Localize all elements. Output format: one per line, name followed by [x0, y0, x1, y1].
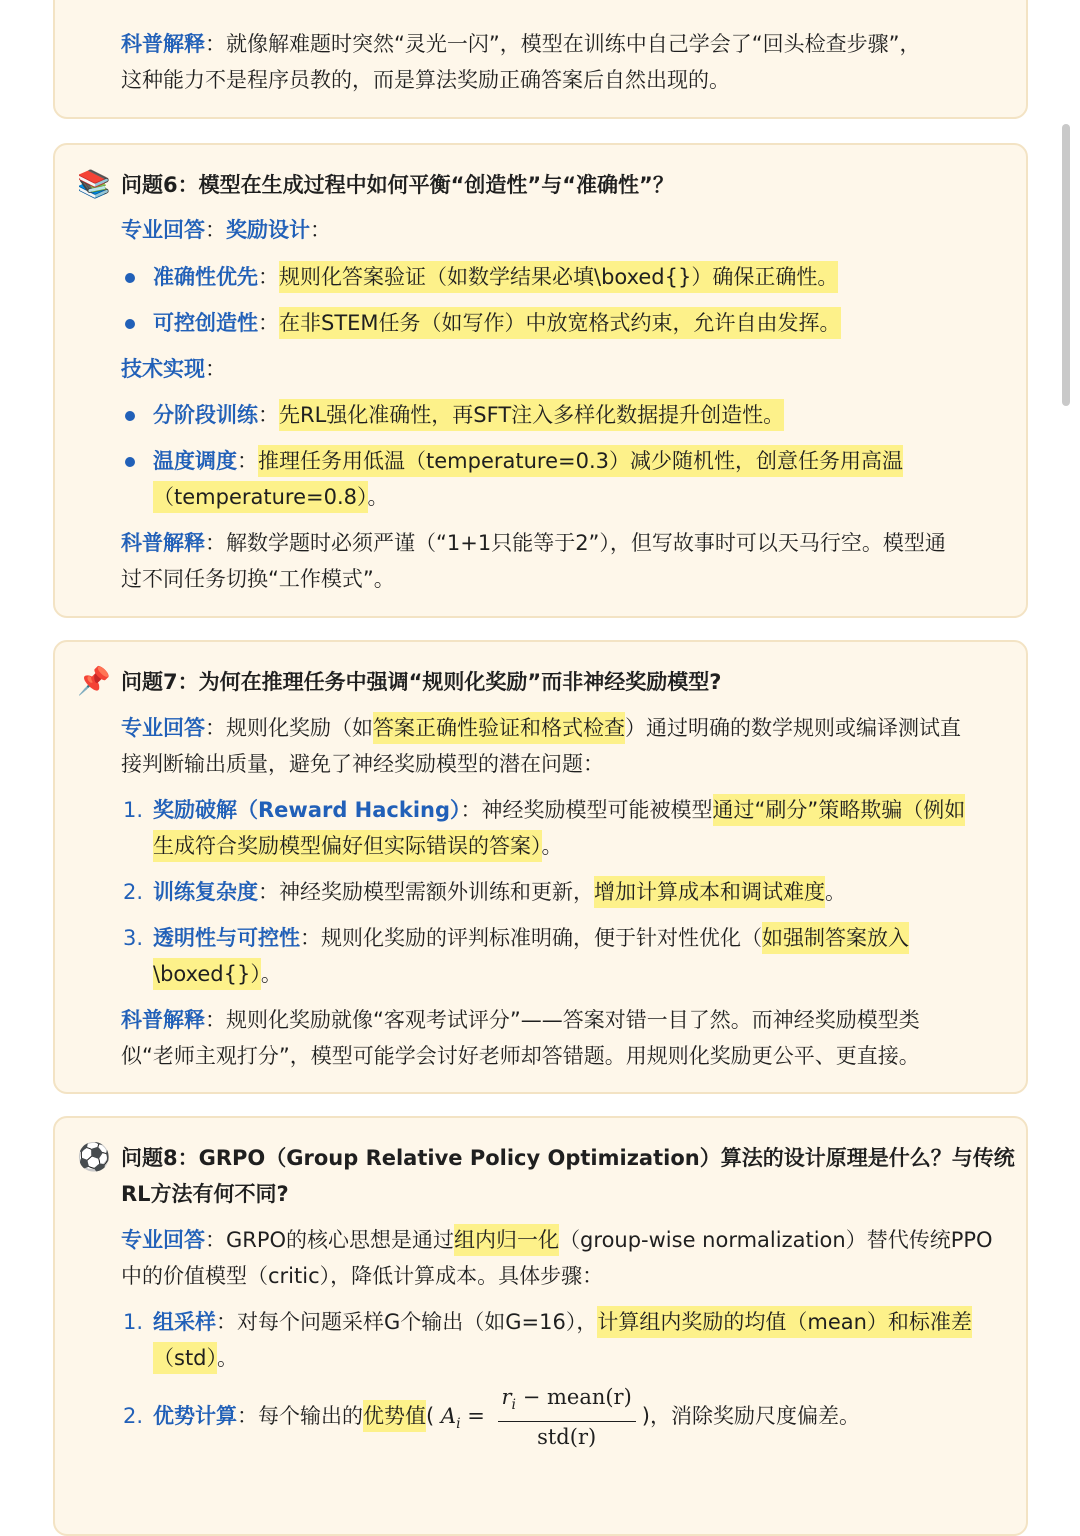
item-text: 在非STEM任务（如写作）中放宽格式约束，允许自由发挥。	[279, 307, 841, 339]
item-text: ：规则化奖励的评判标准明确，便于针对性优化（	[300, 926, 762, 950]
sci-explain-label: 科普解释	[121, 32, 205, 56]
pushpin-icon: 📌	[77, 666, 111, 697]
reward-design-label: 奖励设计	[226, 218, 310, 242]
formula-denominator: std(r)	[537, 1424, 597, 1449]
pro-answer-label: 专业回答	[121, 1228, 205, 1252]
question-title: 问题7：为何在推理任务中强调“规则化奖励”而非神经奖励模型?	[121, 670, 722, 694]
sci-explain-text: ：就像解难题时突然“灵光一闪”，模型在训练中自己学会了“回头检查步骤”，	[205, 32, 921, 56]
list-item	[153, 443, 903, 479]
formula-numerator	[498, 1382, 636, 1421]
item-text: ：神经奖励模型可能被模型	[460, 798, 713, 822]
sci-explain	[121, 1002, 920, 1038]
item-label: 训练复杂度	[153, 880, 258, 904]
sci-explain	[121, 26, 921, 62]
pro-answer-text: ）通过明确的数学规则或编译测试直	[625, 716, 961, 740]
item-tail: 。	[260, 962, 282, 986]
list-item	[153, 1304, 972, 1340]
list-item-cont	[153, 828, 563, 864]
list-number: 2.	[123, 880, 144, 904]
pro-answer	[121, 1222, 993, 1258]
sci-explain-line2: 过不同任务切换“工作模式”。	[121, 567, 395, 591]
list-number: 1.	[123, 798, 144, 822]
item-highlight: （std）	[153, 1342, 217, 1374]
item-highlight: 通过“刷分”策略欺骗（例如	[713, 794, 966, 826]
pro-answer-label: 专业回答	[121, 218, 205, 242]
item-tail: ，消除奖励尺度偏差。	[650, 1404, 860, 1428]
pro-answer-text: （group-wise normalization）替代传统PPO	[559, 1228, 993, 1252]
item-highlight: 增加计算成本和调试难度	[594, 876, 825, 908]
item-text: ：每个输出的	[237, 1404, 363, 1428]
list-item	[153, 397, 784, 433]
item-label: 温度调度	[153, 449, 237, 473]
soccer-ball-icon: ⚽	[77, 1142, 111, 1173]
item-text-cont: （temperature=0.8）	[153, 481, 368, 513]
formula-subscript: i	[456, 1416, 461, 1433]
list-item-cont	[153, 1340, 238, 1376]
pro-answer	[121, 710, 961, 746]
pro-answer-text: ：GRPO的核心思想是通过	[205, 1228, 455, 1252]
sci-explain-line2: 这种能力不是程序员教的，而是算法奖励正确答案后自然出现的。	[121, 68, 730, 92]
question-title: 问题6：模型在生成过程中如何平衡“创造性”与“准确性”？	[121, 173, 674, 197]
list-item	[153, 920, 909, 956]
list-number: 2.	[123, 1404, 144, 1428]
paren-open: (	[426, 1404, 435, 1428]
qa-card-7	[53, 640, 1028, 1094]
list-number: 3.	[123, 926, 144, 950]
tech-impl-label: 技术实现	[121, 357, 205, 381]
item-text: ：对每个问题采样G个输出（如G=16），	[216, 1310, 598, 1334]
list-item	[153, 792, 965, 828]
question-title: 问题8：GRPO（Group Relative Policy Optimization）算法的设计原理是什么？与传统	[121, 1146, 1015, 1170]
pro-answer-line2: 接判断输出质量，避免了神经奖励模型的潜在问题：	[121, 752, 604, 776]
item-text: 推理任务用低温（temperature=0.3）减少随机性，创意任务用高温	[258, 445, 903, 477]
item-tail: 。	[367, 485, 389, 509]
reward-design-colon: ：	[310, 218, 331, 242]
formula-equals: =	[460, 1404, 492, 1428]
item-highlight: 生成符合奖励模型偏好但实际错误的答案）	[153, 830, 542, 862]
list-item	[153, 305, 841, 341]
item-label: 透明性与可控性	[153, 926, 300, 950]
item-label: 分阶段训练	[153, 403, 258, 427]
bullet	[125, 319, 135, 329]
list-item	[153, 874, 846, 910]
list-item-cont	[153, 956, 282, 992]
sci-explain-label: 科普解释	[121, 1008, 205, 1032]
pro-answer-line2: 中的价值模型（critic），降低计算成本。具体步骤：	[121, 1264, 604, 1288]
item-text: ：神经奖励模型需额外训练和更新，	[258, 880, 594, 904]
list-number: 1.	[123, 1310, 144, 1334]
item-label: 奖励破解（Reward Hacking）	[153, 798, 461, 822]
formula-lhs	[440, 1404, 492, 1433]
item-tail: 。	[825, 880, 846, 904]
item-highlight: 优势值	[363, 1400, 426, 1432]
item-text: 规则化答案验证（如数学结果必填\boxed{}）确保正确性。	[279, 261, 838, 293]
item-sep: ：	[258, 265, 279, 289]
pro-answer-text: ：规则化奖励（如	[205, 716, 373, 740]
sci-explain-text: ：解数学题时必须严谨（“1+1只能等于2”），但写故事时可以天马行空。模型通	[205, 531, 946, 555]
qa-card-5	[53, 0, 1028, 119]
pro-answer-label: 专业回答	[121, 716, 205, 740]
sci-explain-text: ：规则化奖励就像“客观考试评分”——答案对错一目了然。而神经奖励模型类	[205, 1008, 920, 1032]
bullet	[125, 273, 135, 283]
item-label: 准确性优先	[153, 265, 258, 289]
pro-answer-colon: ：	[205, 218, 226, 242]
scrollbar[interactable]	[1062, 124, 1070, 406]
item-sep: ：	[258, 311, 279, 335]
list-item	[153, 259, 838, 295]
item-tail: 。	[541, 834, 563, 858]
item-sep: ：	[258, 403, 279, 427]
item-highlight: \boxed{}）	[153, 958, 261, 990]
formula-symbol: A	[440, 1404, 457, 1428]
paren-close: )	[641, 1404, 650, 1428]
sci-explain	[121, 525, 946, 561]
item-label: 优势计算	[153, 1404, 237, 1428]
item-highlight: 如强制答案放入	[762, 922, 909, 954]
item-sep: ：	[237, 449, 258, 473]
tech-impl	[121, 351, 226, 387]
bullet	[125, 411, 135, 421]
question-title-line2: RL方法有何不同?	[121, 1182, 289, 1206]
qa-card-6	[53, 143, 1028, 618]
item-label: 组采样	[153, 1310, 216, 1334]
books-icon: 📚	[77, 169, 111, 200]
tech-impl-colon: ：	[205, 357, 226, 381]
list-item-cont	[153, 479, 389, 515]
item-label: 可控创造性	[153, 311, 258, 335]
pro-answer-highlight: 组内归一化	[454, 1224, 559, 1256]
item-tail: 。	[217, 1346, 239, 1370]
qa-card-8	[53, 1116, 1028, 1536]
formula-num-rest: − mean(r)	[516, 1385, 632, 1410]
bullet	[125, 457, 135, 467]
pro-answer-highlight: 答案正确性验证和格式检查	[373, 712, 625, 744]
formula-subscript: i	[511, 1397, 517, 1414]
formula-r: r	[501, 1385, 512, 1410]
item-highlight: 计算组内奖励的均值（mean）和标准差	[597, 1306, 972, 1338]
pro-answer	[121, 212, 331, 248]
sci-explain-line2: 似“老师主观打分”，模型可能学会讨好老师却答错题。用规则化奖励更公平、更直接。	[121, 1044, 920, 1068]
item-text: 先RL强化准确性，再SFT注入多样化数据提升创造性。	[279, 399, 784, 431]
formula-fraction	[498, 1382, 636, 1451]
list-item	[153, 1380, 860, 1460]
sci-explain-label: 科普解释	[121, 531, 205, 555]
